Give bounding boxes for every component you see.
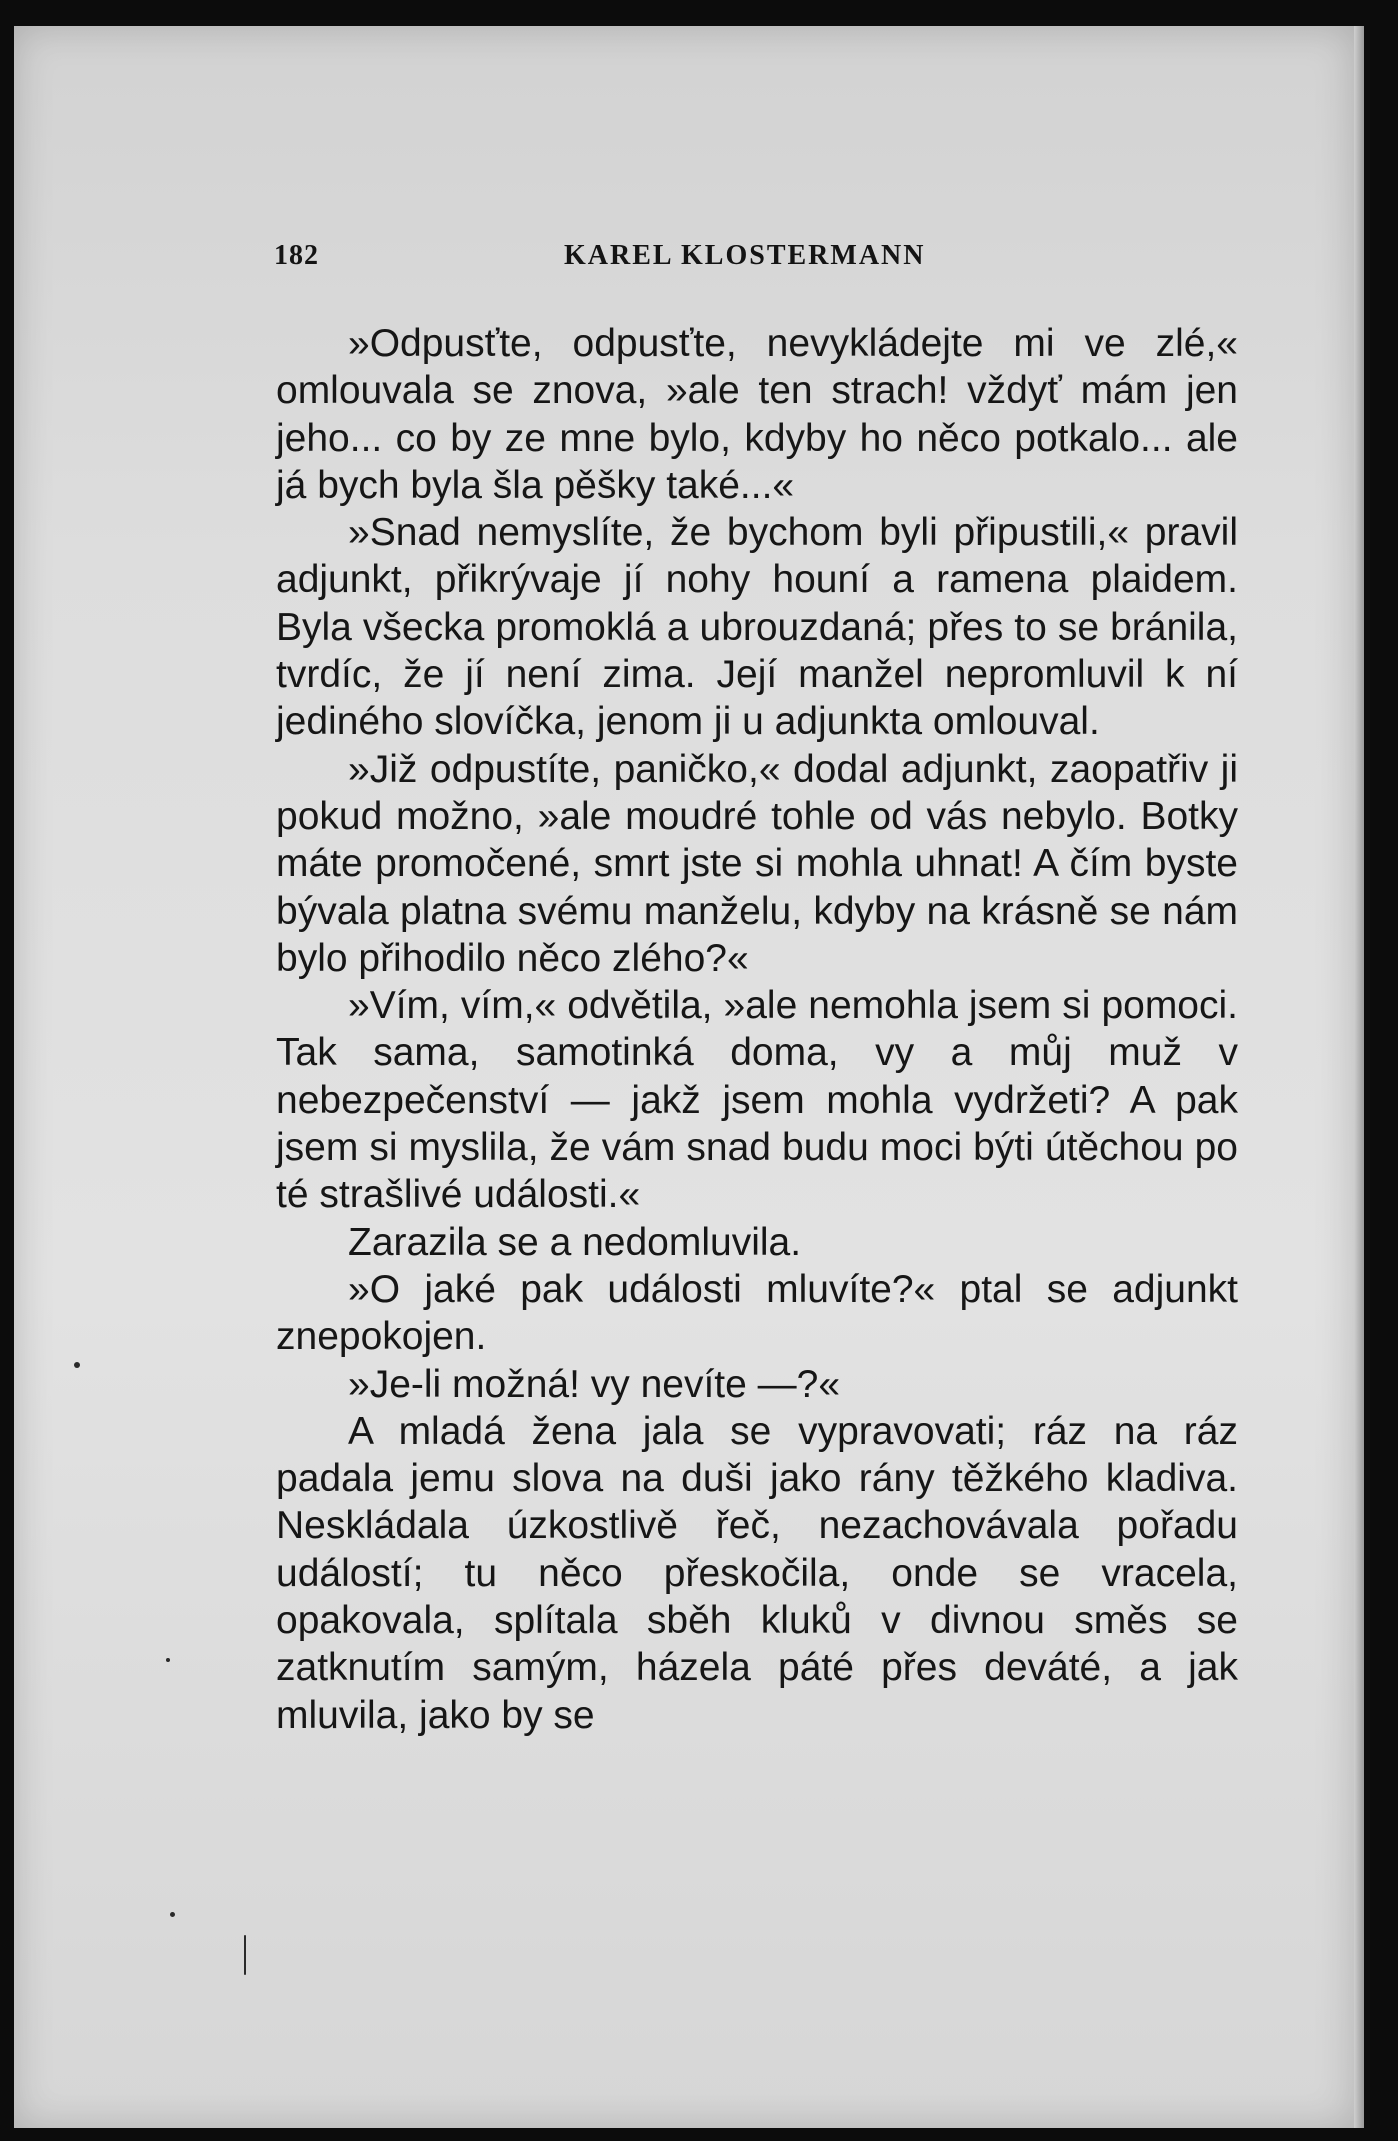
paragraph: »Snad nemyslíte, že bychom byli připustili,« pravil adjunkt, přikrývaje jí nohy houní a ramena plaidem. Byla všecka promoklá a ubrouzdaná; přes to se bránila, tvrdíc, že jí není zima. Její manžel nepromluvil k ní jediného slovíčka, jenom ji u adjunkta omlouval. — [276, 511, 1238, 744]
page-header — [274, 240, 1244, 280]
paper-speck — [166, 1658, 170, 1662]
paragraph: »Je-li možná! vy nevíte —?« — [348, 1362, 841, 1406]
paper-speck — [244, 1935, 246, 1975]
paragraph: »Již odpustíte, paničko,« dodal adjunkt, zaopatřiv ji pokud možno, »ale moudré tohle od vás nebylo. Botky máte promočené, smrt jste si mohla uhnat! A čím byste bývala platna svému manželu, kdyby na krásně se nám bylo přihodilo něco zlého?« — [276, 747, 1238, 980]
paragraph: Zarazila se a nedomluvila. — [348, 1220, 802, 1264]
paper-speck — [170, 1912, 175, 1917]
paragraph: »Odpusťte, odpusťte, nevykládejte mi ve zlé,« omlouvala se znova, »ale ten strach! vždyť mám jen jeho... co by ze mne bylo, kdyby ho něco potkalo... ale já bych byla šla pěšky také...« — [276, 322, 1238, 507]
page-number: 182 — [274, 240, 319, 271]
running-head: KAREL KLOSTERMANN — [564, 240, 926, 271]
paper-speck — [74, 1362, 80, 1368]
paragraph: »O jaké pak události mluvíte?« ptal se adjunkt znepokojen. — [276, 1267, 1238, 1359]
paragraph: »Vím, vím,« odvětila, »ale nemohla jsem si pomoci. Tak sama, samotinká doma, vy a můj muž v nebezpečenství — jakž jsem mohla vydržeti? A pak jsem si myslila, že vám snad budu moci býti útěchou po té strašlivé události.« — [276, 984, 1238, 1217]
paragraph: A mladá žena jala se vypravovati; ráz na ráz padala jemu slova na duši jako rány těžkého kladiva. Neskládala úzkostlivě řeč, nezachovávala pořadu událostí; tu něco přeskočila, onde se vracela, opakovala, splítala sběh kluků v divnou směs se zatknutím samým, házela páté přes deváté, a jak mluvila, jako by se — [276, 1409, 1238, 1737]
body-text — [276, 320, 1238, 1739]
page-edge-shadow — [1354, 26, 1364, 2128]
